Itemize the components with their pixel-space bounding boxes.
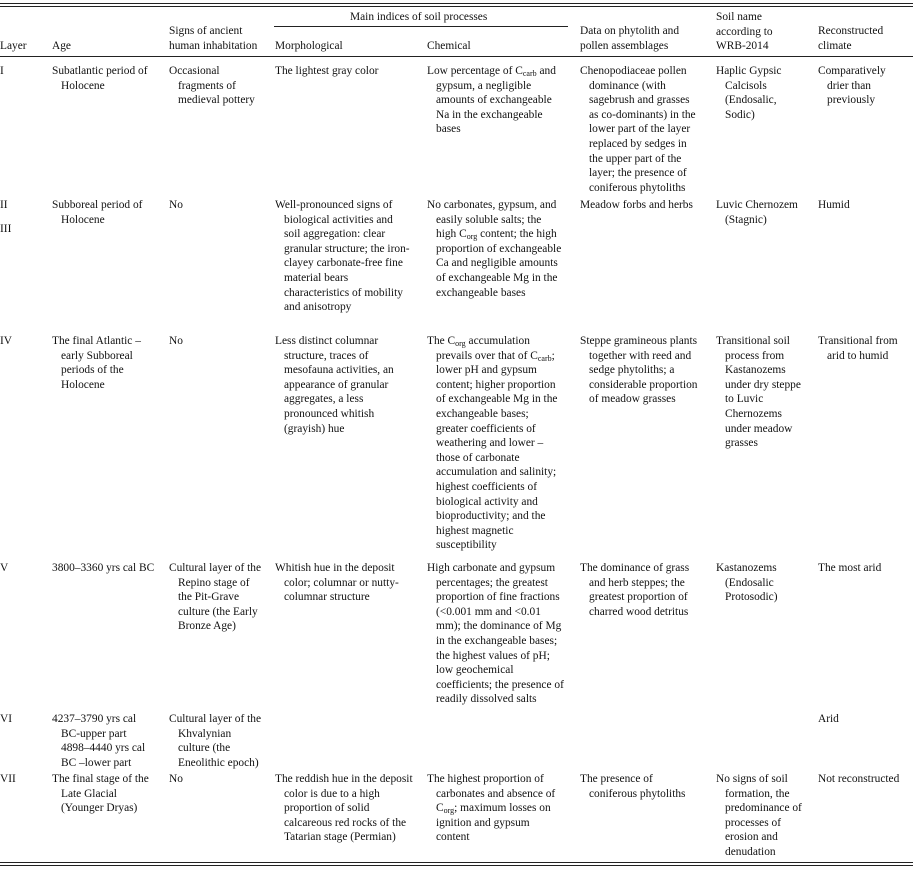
row-ii-layer: II III xyxy=(0,199,12,235)
row-v-morph: Whitish hue in the deposit color; columnar or nutty- columnar structure xyxy=(275,562,399,604)
row-v-climate: The most arid xyxy=(818,562,882,574)
row-i-morph: The lightest gray color xyxy=(275,65,379,77)
row-vii-age: The final stage of the Late Glacial (Younger Dryas) xyxy=(52,773,149,815)
row-i-layer: I xyxy=(0,65,4,77)
row-v-data: The dominance of grass and herb steppes; the greatest proportion of charred wood detritus xyxy=(580,562,690,618)
row-iv-chem: The $C_{org}$ accumulation prevails over that of $C_{carb}$; lower pH and gypsum content; higher proportion of exchangeable Mg in the exchangeable bases; greater coefficients of weathering and lower – those of carbonate accumulation and salinity; highest coefficients of biological activity and bioproductivity; and the highest magnetic susceptibility xyxy=(427,335,558,552)
row-i-data: Chenopodiaceae pollen dominance (with sagebrush and grasses as co-dominants) in the lower part of the layer replaced by sedges in the upper part of the layer; the presence of coniferous phytoliths xyxy=(580,65,696,194)
row-vii-layer: VII xyxy=(0,773,16,785)
header-chemical: Chemical xyxy=(427,40,471,52)
row-ii-climate: Humid xyxy=(818,199,850,211)
row-iv-soil: Transitional soil process from Kastanozems under dry steppe to Luvic Chernozems under meadow grasses xyxy=(716,335,801,450)
header-data: Data on phytolith and pollen assemblages xyxy=(580,25,680,52)
header-age: Age xyxy=(52,40,71,52)
header-climate: Reconstructed climate xyxy=(818,25,884,52)
row-v-chem: High carbonate and gypsum percentages; the greatest proportion of fine fractions (<0.001 mm and <0.01 mm); the dominance of Mg in the exchangeable bases; the highest values of pH; low geochemical coefficients; the presence of readily dissolved salts xyxy=(427,562,564,706)
row-vii-data: The presence of coniferous phytoliths xyxy=(580,773,686,800)
row-iv-age: The final Atlantic – early Subboreal periods of the Holocene xyxy=(52,335,141,391)
row-v-soil: Kastanozems (Endosalic Protosodic) xyxy=(716,562,778,604)
row-i-signs: Occasional fragments of medieval pottery xyxy=(169,65,255,107)
row-v-age: 3800–3360 yrs cal BC xyxy=(52,562,155,574)
row-iv-morph: Less distinct columnar structure, traces of mesofauna activities, an appearance of granular aggregates, a less pronounced whitish (grayish) hue xyxy=(275,335,394,435)
row-vii-climate: Not reconstructed xyxy=(818,773,900,785)
row-i-soil: Haplic Gypsic Calcisols (Endosalic, Sodic) xyxy=(716,65,782,121)
row-iv-signs: No xyxy=(169,335,183,347)
row-i-chem: Low percentage of $C_{carb}$ and gypsum, a negligible amounts of exchangeable Na in the exchangeable bases xyxy=(427,65,556,136)
row-ii-age: Subboreal period of Holocene xyxy=(52,199,143,226)
row-ii-morph: Well-pronounced signs of biological activities and soil aggregation: clear granular structure; the iron- clayey carbonate-free fine material bears characteristics of mobility and anisotropy xyxy=(275,199,410,314)
row-vii-chem: The highest proportion of carbonates and absence of $C_{org}$; maximum losses on ignition and gypsum content xyxy=(427,773,556,844)
bottom-rule xyxy=(0,865,913,866)
row-vi-climate: Arid xyxy=(818,713,839,725)
row-vi-layer: VI xyxy=(0,713,13,725)
row-vii-morph: The reddish hue in the deposit color is due to a high proportion of solid calcareous red rocks of the Tatarian stage (Permian) xyxy=(275,773,413,844)
row-iv-layer: IV xyxy=(0,335,13,347)
row-iv-data: Steppe gramineous plants together with reed and sedge phytoliths; a considerable proportion of meadow grasses xyxy=(580,335,698,406)
row-v-signs: Cultural layer of the Repino stage of the Pit-Grave culture (the Early Bronze Age) xyxy=(169,562,262,633)
row-vi-signs: Cultural layer of the Khvalynian culture (the Eneolithic epoch) xyxy=(169,713,262,769)
top-rule xyxy=(0,6,913,7)
row-ii-chem: No carbonates, gypsum, and easily soluble salts; the high $C_{org}$ content; the high proportion of exchangeable Ca and negligible amounts of exchangeable Mg in the exchangeable bases xyxy=(427,199,562,299)
header-signs: Signs of ancient human inhabitation xyxy=(169,25,258,52)
row-vi-age: 4237–3790 yrs cal BC-upper part 4898–4440 yrs cal BC –lower part xyxy=(52,713,146,769)
top-rule xyxy=(0,3,913,4)
header-rule xyxy=(0,56,913,57)
row-i-age: Subatlantic period of Holocene xyxy=(52,65,148,92)
row-iv-climate: Transitional from arid to humid xyxy=(818,335,898,362)
row-ii-soil: Luvic Chernozem (Stagnic) xyxy=(716,199,798,226)
header-layer: Layer xyxy=(0,40,27,52)
row-v-layer: V xyxy=(0,562,9,574)
row-vii-signs: No xyxy=(169,773,183,785)
header-soil: Soil name according to WRB-2014 xyxy=(716,11,773,53)
row-i-climate: Comparatively drier than previously xyxy=(818,65,886,107)
bottom-rule xyxy=(0,862,913,863)
header-morphological: Morphological xyxy=(275,40,343,52)
row-ii-data: Meadow forbs and herbs xyxy=(580,199,693,211)
header-main-indices: Main indices of soil processes xyxy=(350,11,488,23)
group-rule xyxy=(274,26,568,27)
row-vii-soil: No signs of soil formation, the predominance of processes of erosion and denudation xyxy=(716,773,802,858)
row-ii-signs: No xyxy=(169,199,183,211)
